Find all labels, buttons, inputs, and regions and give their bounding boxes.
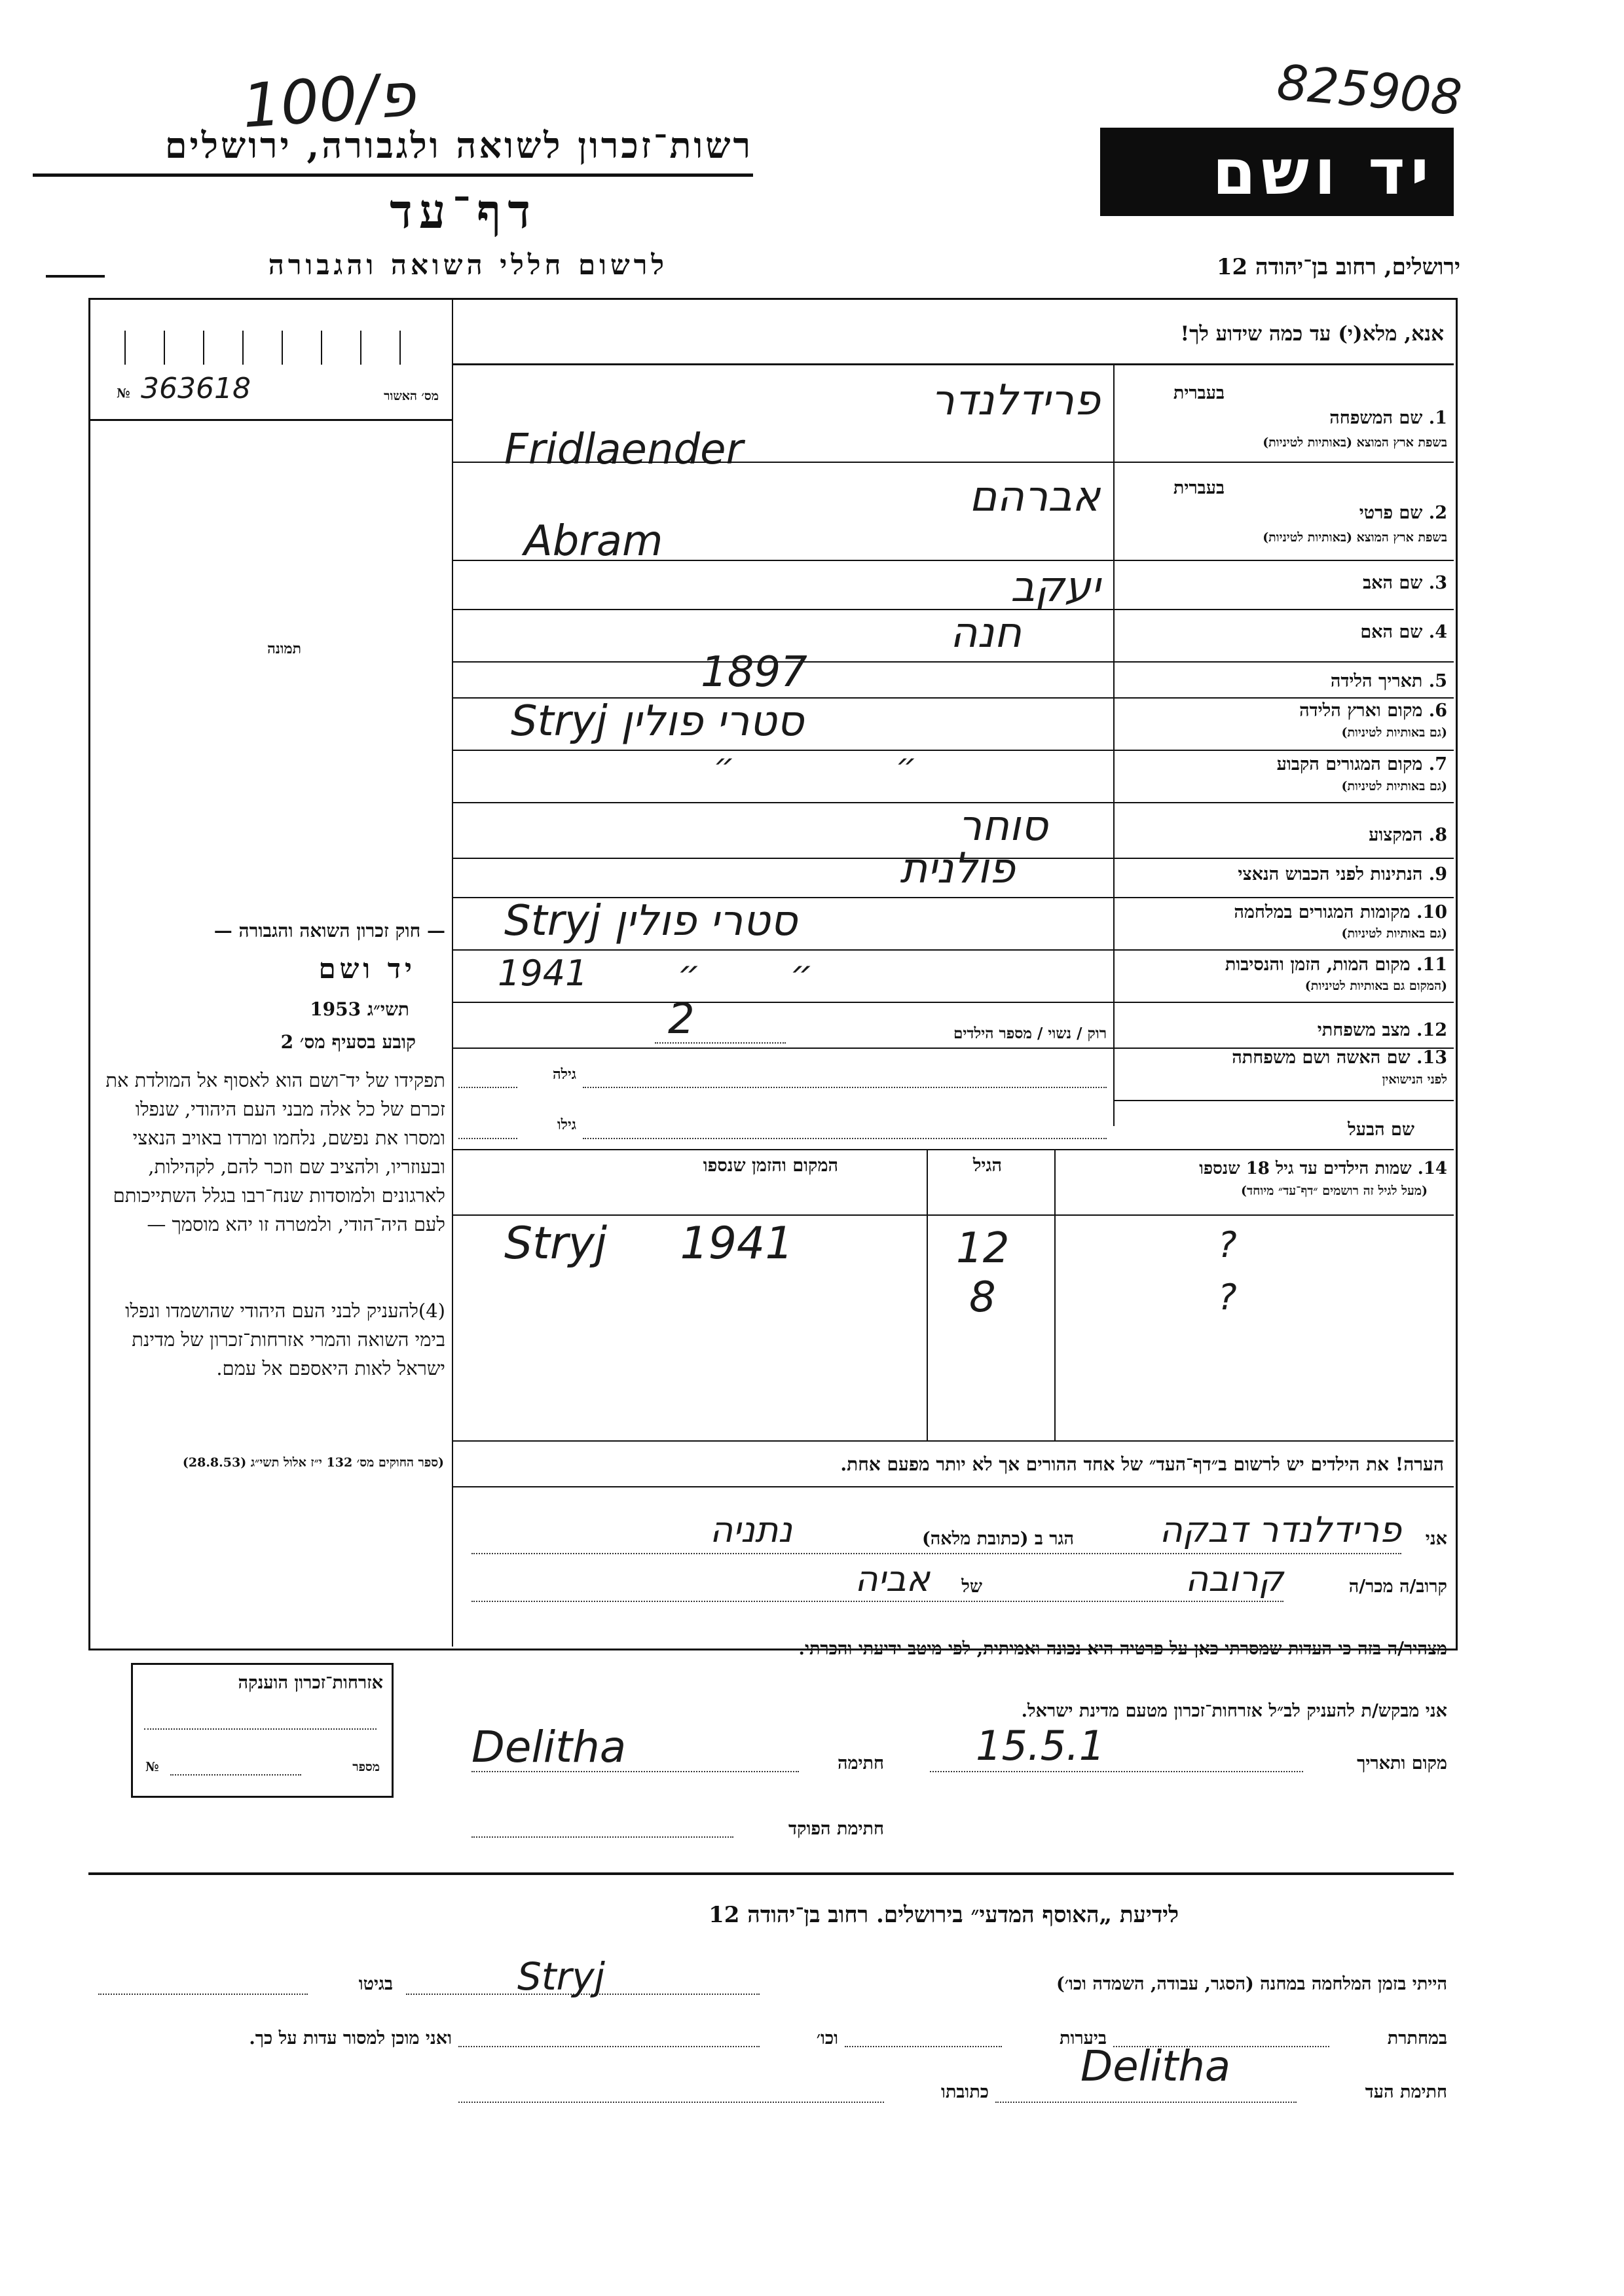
institute-line1-ghetto: בגיטו	[358, 1974, 393, 1994]
field-6-label: 6. מקום וארץ הלידה	[1299, 701, 1447, 721]
field-10-value: Stryj סטרי פולין	[504, 897, 798, 945]
declarant-name: פרידלנדר דבקה	[1159, 1509, 1401, 1550]
institute-line2-etc: וכו׳	[816, 2028, 838, 2049]
child-1-name: ?	[1218, 1224, 1237, 1266]
children-label: 14. שמות הילדים עד גיל 18 שנספו	[1199, 1159, 1447, 1178]
husband-age-label: גילו	[557, 1116, 576, 1133]
field-2-value-heb: אברהם	[969, 473, 1100, 521]
declarant-address: נתניה	[709, 1509, 792, 1550]
intro-text: אנא, מלא(י) עד כמה שידוע לך!	[1180, 322, 1444, 346]
approval-label: מס׳ האשור	[384, 389, 439, 403]
institute-line3: חתימת העד	[1365, 2082, 1447, 2102]
field-3-value: יעקב	[1010, 563, 1100, 611]
field-10-sub: (גם באותיות לטיניות)	[1341, 926, 1447, 941]
field-13-sub: לפני הנישואין	[1382, 1072, 1447, 1087]
institute-line1-value: Stryj	[517, 1954, 605, 1999]
declarant-mid: הגר ב (כתובת מלאה)	[921, 1529, 1074, 1549]
institute-line1: הייתי בזמן המלחמה במחנה (הסגר, עבודה, השמדה וכו׳)	[1056, 1974, 1447, 1994]
relation-prefix: קרוב/ה מכר/ה	[1348, 1576, 1447, 1597]
sidebar-divider	[452, 298, 453, 1647]
note-text: הערה! את הילדים יש לרשום ב״דף־העד״ של אחד ההורים אך לא יותר מפעם אחת.	[840, 1453, 1444, 1475]
relation-value: קרובה	[1185, 1558, 1283, 1599]
subtitle-rule	[46, 275, 105, 278]
approval-number: 363618	[141, 372, 251, 405]
field-2-label: 2. שם פרטי	[1359, 503, 1447, 523]
archive-number: 100/פ	[240, 59, 418, 142]
field-13-label: 13. שם האשה ושם משפחתה	[1232, 1048, 1447, 1068]
header-rule	[33, 173, 753, 177]
field-10-label: 10. מקומות המגורים במלחמה	[1234, 902, 1447, 922]
col-place-header: המקום והזמן שנספו	[703, 1156, 838, 1176]
field-8-label: 8. המקצוע	[1369, 825, 1447, 845]
field-1-sub: בשפת ארץ המוצא (באותיות לטיניות)	[1263, 435, 1447, 450]
citizenship-title: אזרחות־זכרון הוענקה	[238, 1673, 383, 1693]
field-4-label: 4. שם האם	[1360, 622, 1447, 642]
declarant-prefix: אני	[1425, 1529, 1447, 1549]
institute-line2-end: ואני מוכן למסור עדות על כך.	[249, 2028, 452, 2049]
law-title: — חוק זכרון השואה והגבורה —	[213, 920, 445, 941]
intro-rule	[452, 363, 1454, 365]
field-13-age-label: גילה	[553, 1066, 576, 1083]
field-5-label: 5. תאריך הלידה	[1330, 671, 1447, 691]
field-8-value: סוחר	[958, 802, 1048, 850]
field-12-label: 12. מצב משפחתי	[1317, 1020, 1447, 1040]
place-date-value: 15.5.1	[976, 1722, 1105, 1770]
approval-no-mark: №	[117, 386, 130, 401]
institute-title: לידיעת „האוסף המדעי״ בירושלים. רחוב בן־יהודה 12	[709, 1902, 1179, 1928]
field-1-value-lat: Fridlaender	[504, 426, 743, 474]
field-12-value: 2	[668, 995, 695, 1044]
institute-witness-signature: Delitha	[1080, 2043, 1231, 2091]
place-date-label: מקום ותאריך	[1357, 1753, 1447, 1774]
law-body: תפקידו של יד־ושם הוא לאסוף אל המולדת את זכרם של כל אלה מבני העם היהודי, שנפלו ומסרו את נפשם, נלחמו ומרדו באויב הנאצי ובעוזריו, ולהציב שם וזכר להם, לקהילות, לארגונים ולמוסדות שנח־רבו בגלל השתייכותם לעם היה־הודי, ולמטרה זו יהא מוסמך —	[105, 1069, 445, 1235]
field-7-sub: (גם באותיות לטיניות)	[1341, 779, 1447, 793]
yad-vashem-logo: יד ושם	[1100, 128, 1454, 216]
institute-line2: במחתרת	[1387, 2028, 1447, 2049]
law-source: (ספר החוקים מס׳ 132 י״ז אלול תשי״ג (28.8.53)	[182, 1455, 444, 1470]
file-number: 825908	[1274, 54, 1464, 127]
label-col-divider	[1113, 363, 1115, 1126]
form-title: דף־עד	[390, 183, 537, 239]
law-clause: (4)להעניק לבני העם היהודי שהושמדו ונפלו בימי השואה והמרי אזרחות־זכרון של מדינת ישראל לאות היאספם אל עמם.	[125, 1300, 445, 1379]
field-6-value: Stryj סטרי פולין	[511, 697, 804, 746]
field-3-label: 3. שם האב	[1363, 573, 1447, 593]
col-age-header: הגיל	[972, 1156, 1002, 1176]
law-year: תשי״ג 1953	[310, 998, 409, 1020]
field-9-value: פולנית	[900, 845, 1015, 893]
child-2-name: ?	[1218, 1277, 1237, 1318]
law-section: קובע בסעיף מס׳ 2	[280, 1031, 416, 1053]
institute-rule	[88, 1872, 1454, 1875]
citizenship-number-label: מספר	[352, 1760, 380, 1774]
field-11-label: 11. מקום המות, הזמן והנסיבות	[1225, 955, 1447, 975]
child-2-age: 8	[969, 1273, 996, 1322]
citizenship-no-mark: №	[145, 1760, 159, 1774]
official-signature-label: חתימת הפוקד	[788, 1819, 884, 1839]
field-1-lang: בעברית	[1173, 383, 1225, 403]
field-1-value-heb: פרידלנדר	[931, 376, 1100, 425]
signature-value: Delitha	[471, 1722, 627, 1772]
field-2-value-lat: Abram	[524, 517, 663, 566]
declaration-text: מצהיר/ה בזה כי העדות שמסרתי כאן על פרטיה היא נכונה ואמיתית, לפי מיטב ידיעתי והכרתי.	[798, 1639, 1447, 1659]
approval-rule	[88, 419, 452, 421]
field-6-sub: (גם באותיות לטיניות)	[1341, 725, 1447, 740]
husband-label: שם הבעל	[1348, 1120, 1414, 1140]
field-5-value: 1897	[701, 648, 807, 697]
field-2-sub: בשפת ארץ המוצא (באותיות לטיניות)	[1263, 530, 1447, 545]
field-1-label: 1. שם המשפחה	[1329, 408, 1447, 428]
signature-label: חתימה	[837, 1753, 884, 1774]
child-1-place: Stryj 1941	[504, 1218, 794, 1269]
institute-line3-address: כתובתו	[941, 2082, 989, 2102]
relation-of-value: אביה	[855, 1558, 930, 1599]
photo-label: תמונה	[267, 640, 301, 657]
law-name: יד ושם	[318, 953, 416, 985]
institute-line2-forests: ביערות	[1059, 2028, 1107, 2049]
approval-boxes	[98, 331, 442, 365]
address: ירושלים, רחוב בן־יהודה 12	[1216, 254, 1460, 280]
authority-line: רשות־זכרון לשואה ולגבורה, ירושלים	[164, 124, 753, 166]
field-7-value: ״ ״	[713, 746, 917, 784]
relation-of: של	[961, 1576, 982, 1597]
field-11-sub: (המקום גם באותיות לטיניות)	[1304, 979, 1447, 993]
form-subtitle: לרשום חללי השואה והגבורה	[268, 249, 668, 281]
field-11-value: 1941 ״ ״	[498, 953, 813, 994]
request-text: אני מבקש/ת להעניק לב״ל אזרחות־זכרון מטעם מדינת ישראל.	[1021, 1701, 1447, 1721]
field-12-options: רוק / נשוי / מספר הילדים	[953, 1025, 1107, 1042]
field-2-lang: בעברית	[1173, 478, 1225, 498]
field-4-value: חנה	[950, 609, 1022, 657]
children-sub: (מעל לגיל זה רושמים ״דף־עד״ מיוחד)	[1240, 1184, 1428, 1198]
child-1-age: 12	[956, 1224, 1010, 1273]
field-7-label: 7. מקום המגורים הקבוע	[1276, 754, 1447, 774]
field-9-label: 9. הנתינות לפני הכבוש הנאצי	[1238, 864, 1447, 884]
